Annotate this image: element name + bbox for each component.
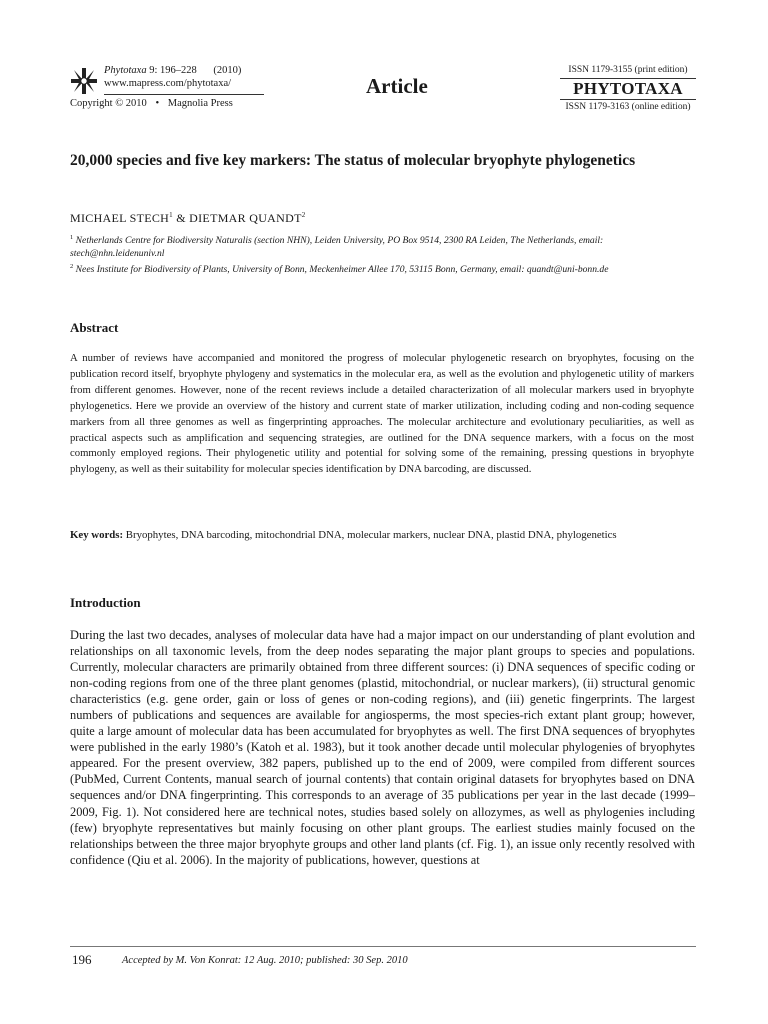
- page-number: 196: [72, 952, 92, 967]
- citation-journal: Phytotaxa: [104, 65, 147, 76]
- keywords-label: Key words:: [70, 529, 124, 541]
- header-divider: [104, 94, 264, 95]
- affiliation-2: [70, 261, 696, 277]
- introduction-body: During the last two decades, analyses of molecular data have had a major impact on our understanding of plant evolution and relationships on all taxonomic levels, from the deep nodes separating the major plant groups to species and populations. Currently, molecular characters are primarily obtained from three different sources: (i) DNA sequences of specific coding or non-coding regions from one of the three plant genomes (plastid, mitochondrial, or nuclear markers), (ii) structural genomic characteristics (e.g. gene order, gain or loss of genes or non-coding regions), and (iii) genetic fingerprints. The largest numbers of publications and sequences are available for angiosperms, the most species-rich extant plant group; however, quite a large amount of molecular data has been accumulated for bryophytes as well. The first DNA sequences of bryophytes were published in the early 1980’s (Katoh et al. 1983), but it took another decade until molecular phylogenies of bryophytes appeared. For the present overview, 382 papers, published up to the end of 2009, were compiled from different sources (PubMed, Current Contents, manual search of journal contents) that contain original datasets for bryophytes based on DNA sequences and/or DNA fingerprinting. This corresponds to an average of 35 publications per year in the last decade (1999–2009, Fig. 1). Not considered here are technical notes, studies based solely on allozymes, as well as phylogenies including (few) bryophyte representatives but mainly focusing on other plant groups. The earliest studies mainly focused on the relationships between the three major bryophyte groups and other land plants (cf. Fig. 1), an issue only recently resolved with confidence (Qiu et al. 2006). In the majority of publications, however, questions at: [70, 628, 695, 867]
- author-name: MICHAEL STECH: [70, 211, 170, 225]
- footer-divider: [70, 946, 696, 947]
- keywords-text: Bryophytes, DNA barcoding, mitochondrial DNA, molecular markers, nuclear DNA, plastid DNA, phylogenetics: [125, 529, 617, 541]
- issn-print: ISSN 1179-3155 (print edition): [568, 65, 688, 75]
- magnolia-press-logo-icon: [70, 68, 98, 94]
- citation-year: (2010): [213, 65, 242, 76]
- citation-ref: 9: 196–228: [149, 65, 197, 76]
- citation-line: [104, 64, 241, 77]
- article-type-label: Article: [366, 74, 428, 98]
- keywords: [70, 527, 694, 543]
- abstract-body: A number of reviews have accompanied and monitored the progress of molecular phylogenetic research on bryophytes, focusing on the publication record itself, bryophyte phylogeny and systematics in the molecular era, as well as the evolution and phylogenetic utility of markers from different genomes. However, none of the recent reviews include a detailed characterization of all molecular markers used in bryophyte phylogenetics. Here we provide an overview of the history and current state of marker utilization, including coding and non-coding sequence markers from all three genomes as well as fingerprinting approaches. The molecular architecture and evolutionary peculiarities, as well as practical aspects such as amplification and sequencing strategies, are outlined for the DNA sequence markers, with a focus on the most commonly employed regions. Their phylogenetic utility and potential for solving some of the remaining, pressing questions in bryophyte phylogeny, as well as their suitability for molecular species identification by DNA barcoding, are discussed.: [70, 352, 694, 476]
- abstract-heading: Abstract: [70, 320, 119, 335]
- journal-header: [70, 64, 696, 116]
- copyright-text: Copyright © 2010: [70, 98, 147, 109]
- affiliation-marker: 1: [169, 211, 173, 219]
- copyright-line: [70, 98, 233, 109]
- affiliation-1: [70, 232, 696, 260]
- affiliation-number: 2: [70, 263, 74, 270]
- bullet-separator: •: [155, 98, 160, 109]
- author-line: [70, 211, 306, 226]
- issn-online: ISSN 1179-3163 (online edition): [565, 102, 691, 112]
- affiliation-text: Nees Institute for Biodiversity of Plants, University of Bonn, Meckenheimer Allee 170, 53115 Bonn, Germany, email: quandt@uni-bonn.de: [75, 264, 609, 276]
- introduction-heading: Introduction: [70, 595, 141, 610]
- affiliation-text: Netherlands Centre for Biodiversity Naturalis (section NHN), Leiden University, PO Box 9514, 2300 RA Leiden, The Netherlands, email: stech@nhn.leidenuniv.nl: [70, 235, 604, 259]
- journal-name: PHYTOTAXA: [560, 78, 696, 100]
- acceptance-note: Accepted by M. Von Konrat: 12 Aug. 2010; published: 30 Sep. 2010: [122, 955, 408, 966]
- affiliation-number: 1: [70, 234, 74, 241]
- publisher-name: Magnolia Press: [167, 98, 233, 109]
- author-separator: &: [172, 211, 190, 225]
- paper-title: 20,000 species and five key markers: The status of molecular bryophyte phylogenetics: [70, 152, 636, 169]
- affiliation-marker: 2: [301, 211, 306, 219]
- author-name: DIETMAR QUANDT: [189, 211, 302, 225]
- journal-url-link[interactable]: www.mapress.com/phytotaxa/: [104, 78, 232, 89]
- issn-block: [560, 64, 696, 113]
- citation-block: [104, 64, 241, 90]
